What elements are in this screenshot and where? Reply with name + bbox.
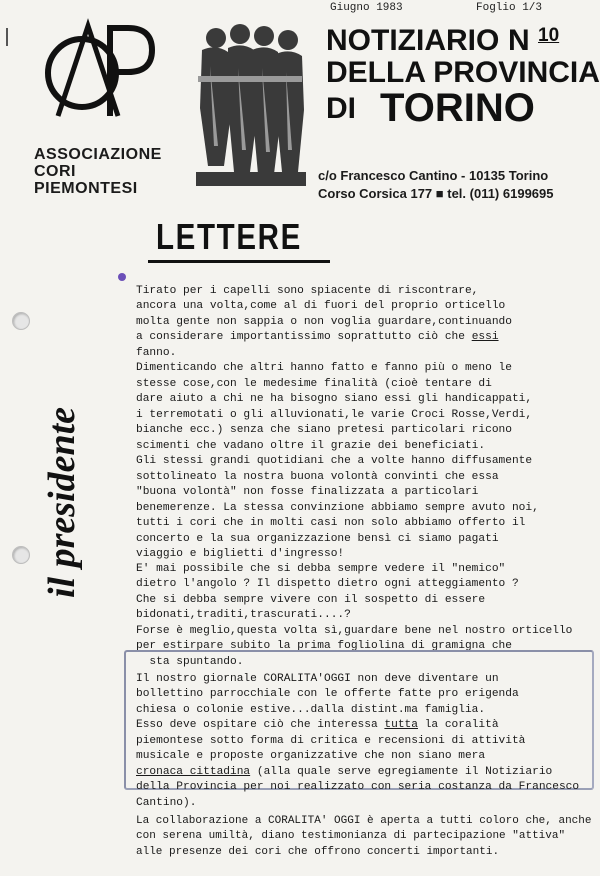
text-line: dietro l'angolo ? Il dispetto dietro ogni atteggiamento ? (136, 578, 519, 590)
issue-date: Giugno 1983 (330, 2, 403, 14)
text-line: musicale e proposte organizzative che non siano mera (136, 750, 486, 762)
text-line: chiesa o colonie estive...dalla distint.ma famiglia. (136, 703, 486, 716)
text-span: Esso deve ospitare ciò che interessa (136, 719, 385, 731)
letter-closing-paragraph (136, 798, 591, 876)
punch-hole (12, 546, 30, 564)
text-line: bidonati,traditi,trascurati....? (136, 609, 351, 621)
text-line: molta gente non sappia o non voglia guardare,continuando (136, 315, 512, 328)
emphasis-text: essi (471, 331, 499, 343)
issue-prefix: N (508, 24, 530, 57)
address-line1: c/o Francesco Cantino - 10135 Torino (318, 168, 549, 183)
bullet-dot (118, 273, 126, 281)
text-line (136, 330, 539, 346)
text-line: E' mai possibile che si debba sempre vedere il "nemico" (136, 562, 506, 575)
title-city: TORINO (380, 86, 535, 130)
text-span: (alla quale serve egregiamente il Notiziario (250, 765, 553, 778)
text-line: bianche ecc.) senza che siano pretesi particolari ricono (136, 424, 512, 436)
assoc-line: CORI (34, 163, 76, 180)
text-line: Che si debba sempre vivere con il sospetto di essere (136, 593, 486, 606)
emphasis-text: cronaca cittadina (136, 765, 251, 778)
section-title: LETTERE (156, 216, 302, 257)
text-line: della Provincia per noi realizzato con seria costanza da Francesco (136, 781, 580, 793)
text-line: Tirato per i capelli sono spiacente di riscontrare, (136, 284, 479, 297)
sidebar-label-anchor (40, 406, 83, 608)
text-line: fanno. (136, 346, 177, 359)
text-line: "buona volontà" non fosse finalizzata a particolari (136, 486, 479, 498)
text-line: Gli stessi grandi quotidiani che a volte hanno diffusamente (136, 455, 533, 467)
title-line3-prefix: DI (326, 92, 356, 125)
title-line1: NOTIZIARIO (326, 24, 500, 57)
sculpture-image (188, 16, 312, 194)
ap-logo-icon (40, 18, 160, 128)
sidebar-label: il presidente (41, 406, 83, 598)
text-span: la coralità (417, 719, 499, 731)
assoc-line: PIEMONTESI (34, 180, 138, 197)
text-line (136, 718, 579, 734)
text-span: a considerare importantissimo soprattutto ciò che (136, 331, 472, 343)
text-line: sottolineato la nostra buona volontà convinti che essa (136, 470, 499, 483)
punch-hole (12, 312, 30, 330)
sheet-number: Foglio 1/3 (476, 2, 543, 14)
assoc-line: ASSOCIAZIONE (34, 146, 162, 163)
text-line: dare aiuto a chi ne ha bisogno siano essi gli handicappati, (136, 393, 533, 405)
text-line: benemerenze. La stessa convinzione abbiamo sempre avuto noi, (136, 501, 539, 514)
text-line: i terremotati o gli alluvionati,le varie Croci Rosse,Verdi, (136, 408, 533, 421)
text-line: viaggio e biglietti d'ingresso! (136, 548, 345, 560)
letter-body (136, 268, 539, 578)
choir-statue-icon (188, 16, 312, 194)
text-line: per estirpare subito la prima fogliolina di gramigna che (136, 640, 512, 652)
text-line: alle presenze dei cori che offrono concerti importanti. (136, 845, 500, 858)
text-line: Forse è meglio,questa volta sì,guardare bene nel nostro orticello (136, 624, 573, 637)
title-line2: DELLA PROVINCIA (326, 56, 600, 89)
margin-mark (6, 28, 8, 46)
text-line: scimenti che vadano oltre il grazie dei beneficiati. (136, 439, 486, 452)
text-line: concerto e la sua organizzazione bensì ci siamo pagati (136, 532, 499, 545)
text-line: stesse cose,con le medesime finalità (cioè tentare di (136, 377, 492, 390)
text-line: tutti i cori che in molti casi non solo abbiamo offerto il (136, 517, 526, 529)
section-title-frame (148, 214, 330, 263)
text-line (136, 765, 579, 781)
text-line: Il nostro giornale CORALITA'OGGI non deve diventare un (136, 672, 499, 685)
text-line: piemontese sotto forma di critica e recensioni di attività (136, 734, 526, 747)
ap-logo (40, 18, 160, 128)
text-line: con serena umiltà, diano testimonianza di partecipazione "attiva" (136, 830, 566, 842)
address-line2: Corso Corsica 177 ■ tel. (011) 6199695 (318, 186, 554, 201)
text-line: Dimenticando che altri hanno fatto e fanno più o meno le (136, 362, 512, 374)
text-line: Cantino). (136, 796, 197, 809)
text-line: La collaborazione a CORALITA' OGGI è aperta a tutti coloro che, anche (136, 814, 592, 827)
emphasis-text: tutta (384, 719, 418, 731)
text-line: sta spuntando. (136, 655, 244, 668)
text-line: ancora una volta,come al di fuori del proprio orticello (136, 300, 506, 312)
association-name (34, 146, 162, 197)
issue-number: 10 (538, 25, 560, 46)
text-line: bollettino parrocchiale con le offerte fatte pro erigenda (136, 688, 519, 700)
